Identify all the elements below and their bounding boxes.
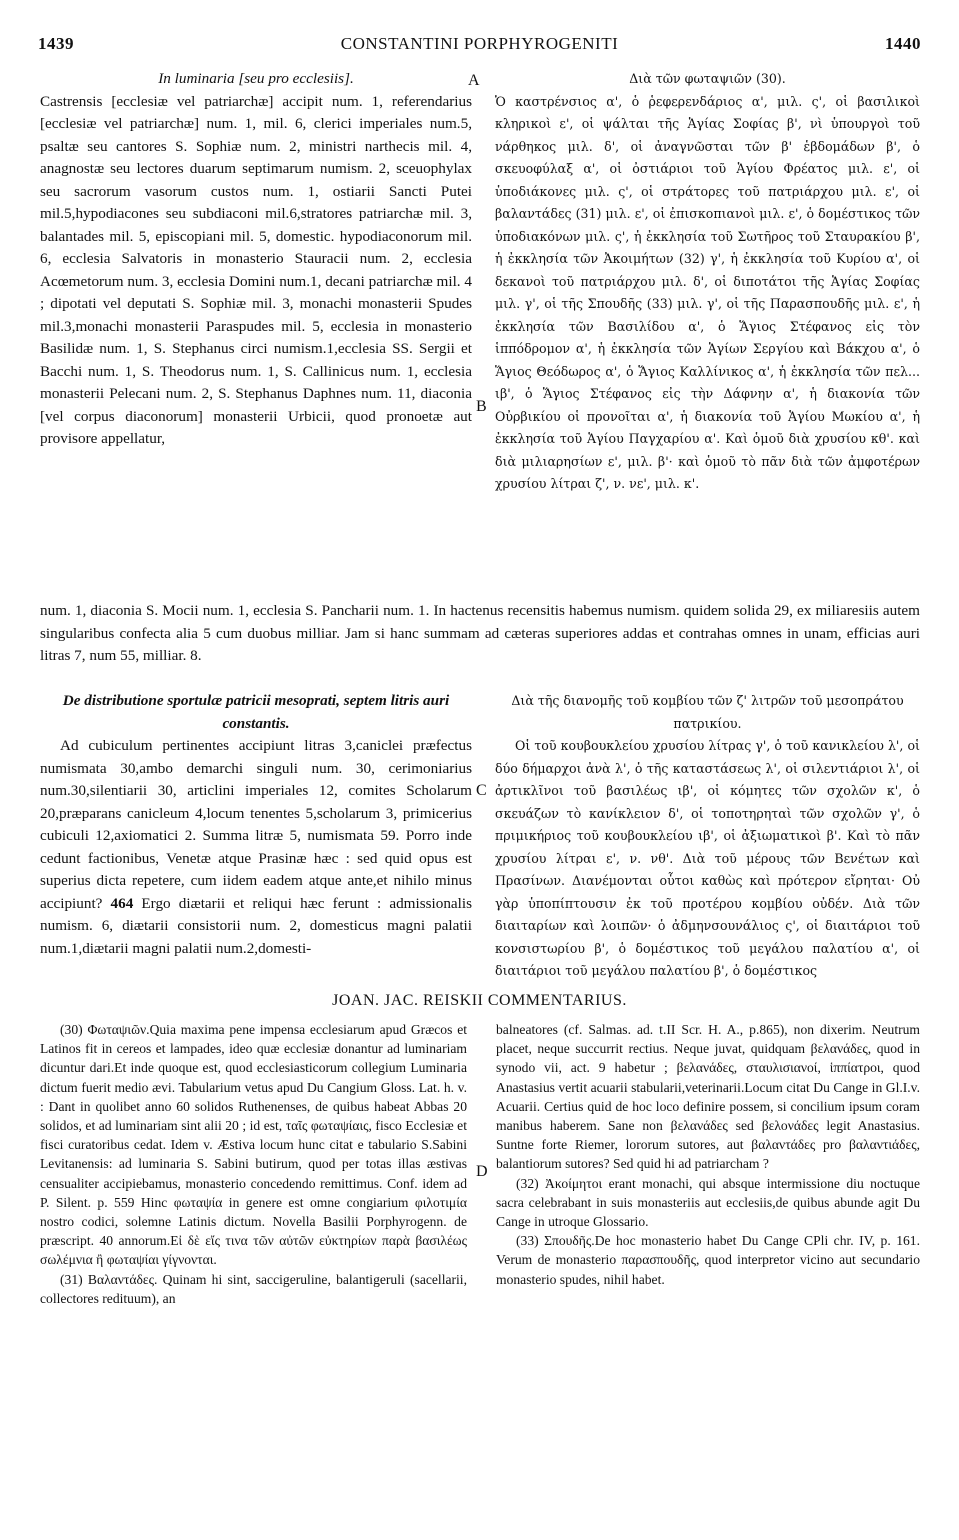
commentary-left-column: [40, 1020, 467, 1308]
margin-letter-c: C: [476, 782, 487, 799]
latin-heading-luminaria: In luminaria [seu pro ecclesiis].: [158, 70, 354, 87]
page-number-left: 1439: [38, 34, 74, 53]
note-33: (33) Σπουδῆς.De hoc monasterio habet Du Cange CPli chr. IV, p. 161. Verum de monasterio παρασπουδῆς, quod interpretor vicino aut secundario monasterio spudes, nihil habet.: [496, 1233, 920, 1287]
note-32: (32) Ἀκοίμητοι erant monachi, qui absque intermissione diu noctuque sacra celebrabant in suis monasteriis aut ecclesiis,de quibus abunde agit Du Cange in utroque Glossario.: [496, 1175, 920, 1230]
page-marker: 464: [110, 894, 134, 912]
margin-letter-a: A: [468, 72, 480, 89]
greek-text-photapsion: Ὁ καστρένσιος α', ὁ ῥεφερενδάριος α', μιλ. ς', οἱ βασιλικοὶ κληρικοὶ ε', οἱ ψάλται τῆς Ἁγίας Σοφίας β', νὶ ὑπουργοὶ τοῦ νάρθηκος μιλ. δ', οἱ ἀναγνῶσται τῶν β' ἑβδομάδων β', ὁ σκευοφύλαξ α', οἱ ὀστιάριοι τοῦ Ἁγίου Φρέατος μιλ. ε', οἱ ὑποδιάκονες μιλ. ς', οἱ στράτορες τοῦ πατριάρχου μιλ. ε', οἱ βαλαντάδες (31) μιλ. ε', οἱ ἐπισκοπιανοὶ μιλ. ε', ὁ δομέστικος τῶν ὑποδιακόνων μιλ. ς', ἡ ἐκκλησία τοῦ Σωτῆρος τοῦ Σταυρακίου β', ἡ ἐκκλησία τῶν Ἀκοιμήτων (32) γ', ἡ ἐκκλησία τοῦ Κυρίου α', οἱ δεκανοὶ τοῦ πατριάρχου μιλ. δ', οἱ διποτάτοι τῆς Ἁγίας Σοφίας μιλ. γ', οἱ τῆς Σπουδῆς (33) μιλ. γ', οἱ τῆς Παρασπουδῆς μιλ. ε', ἡ ἐκκλησία τῶν Βασιλίδου α', ὁ Ἅγιος Στέφανος εἰς τὸν ἱππόδρομον α', ἡ ἐκκλησία τῶν Ἁγίων Σεργίου καὶ Βάκχου α', ὁ Ἅγιος Θεόδωρος α', ὁ Ἅγιος Καλλίνικος α', ἡ ἐκκλησία τῶν πελ... ιβ', ὁ Ἅγιος Στέφανος εἰς τὴν Δάφνην α', ἡ διακονία τῶν Οὐρβικίου οἱ προνοῖται α', ἡ διακονία τοῦ Ἁγίου Μωκίου α', ἡ ἐκκλησία τοῦ Ἁγίου Παγχαρίου α'. Καὶ ὁμοῦ διὰ χρυσίου κθ'. καὶ διὰ μιλιαρησίων ε', μιλ. β'· καὶ ὁμοῦ τὸ πᾶν διὰ τῶν ἀμφοτέρων χρυσίου λίτραι ζ', ν. νε', μιλ. κ'.: [495, 93, 920, 491]
page-number-right: 1440: [885, 34, 921, 53]
greek-heading-photapsion: Διὰ τῶν φωταψιῶν (30).: [629, 71, 786, 86]
greek-column-section-2: [495, 690, 920, 983]
latin-text-distributione-part2: Ergo diætarii et reliqui hæc ferunt : admissionalis numism. 6, diætarii consistorii num. 2, domesticus magni palatii num.1,diætarii magni palatii num.2,domesti-: [40, 894, 473, 957]
latin-column-section-1: [40, 68, 472, 451]
note-31: (31) Βαλαντάδες. Quinam hi sint, saccigeruline, balantigeruli (sacellarii, collectores redituum), an: [40, 1271, 467, 1306]
full-width-summary: [40, 600, 920, 668]
running-title: CONSTANTINI PORPHYROGENITI: [340, 34, 619, 53]
note-30: (30) Φωταψιῶν.Quia maxima pene impensa ecclesiarum apud Græcos et Latinos fit in cereos et lampades, ideo quæ ecclesiæ donantur ad luminariam dicuntur dari.Et inde quoque est, quod ecclesiasticorum collegium Luminaria dictum fuerit medio ævi. Tabularium vetus apud Du Cangium Gloss. Lat. h. v. : Dant in quolibet anno 60 solidos Ruthenenses, de quibus habeat Abbas 20 solidos, et ad luminariam sint alii 20 ; id est, ταῖς φωταψίαις, fisco Ecclesiæ et fisci curatoribus cedat. Idem v. Æstiva locum hunc citat e tabulario S.Sabini Levitanensis: ad luminaria S. Sabini butirum, quod per totas illas æstivas censualiter accipiebamus, monasterio concedendo remittimus. Conf. idem ad P. Silent. p. 559 Hinc φωταψία in genere est omne congiarium φιλοτιμία nostro codici, solemne Latinis dictum. Novella Basilii Porphyrogenn. de præscript. 40 annorum.Εἰ δὲ εἴς τινα τῶν αὐτῶν εὐκτηρίων παρὰ βασιλέως σωλέμνια ἢ φωταψίαι γίγνονται.: [40, 1022, 467, 1268]
latin-text-distributione: [40, 735, 472, 960]
greek-heading-dianomes: Διὰ τῆς διανομῆς τοῦ κομβίου τῶν ζ' λιτρῶν τοῦ μεσοπράτου πατρικίου.: [511, 693, 904, 731]
summary-text: num. 1, diaconia S. Mocii num. 1, ecclesia S. Pancharii num. 1. In hactenus recensitis habemus numism. quidem solida 29, ex miliaresiis autem singularibus confecta alia 5 cum duobus milliar. Jam si hanc summam ad cæteras superiores addas et contrahas omnes in unam, efficias auri litras 7, num 55, milliar. 8.: [40, 602, 920, 664]
latin-heading-distributione: De distributione sportulæ patricii mesoprati, septem litris auri constantis.: [62, 692, 450, 732]
commentary-right-column: [496, 1020, 920, 1289]
greek-text-dianomes: Οἱ τοῦ κουβουκλείου χρυσίου λίτρας γ', ὁ τοῦ κανικλείου λ', οἱ δύο δήμαρχοι ἀνὰ λ', ὁ τῆς καταστάσεως λ', οἱ σιλεντιάριοι λ', οἱ ἀρτικλῖνοι τοῦ βασιλέως ιβ', οἱ κόμητες τῶν σχολῶν κ', ὁ σκευάζων τὸ κανίκλειον δ', οἱ τοποτηρηταὶ τῶν σχολῶν γ', ὁ πριμικήριος τοῦ κουβουκλείου ιβ', οἱ ἀξιωματικοὶ β'. Καὶ τὸ πᾶν χρυσίου λίτραι ε', ν. νθ'. Διὰ τοῦ μέρους τῶν Βενέτων καὶ Πρασίνων. Διανέμονται οὗτοι καθὼς καὶ πρότερον εἴρηται· Οὐ γὰρ ὑποπίπτουσιν ἐκ τοῦ προτέρου κομβίου οὐδέν. Διὰ τῶν διαιταρίων καὶ λοιπῶν· ὁ ἀδμηνσουνάλιος ς', οἱ διαιτάριοι τοῦ κονσιστωρίου β', ὁ δομέστικος τοῦ μεγάλου παλατίου α', οἱ διαιτάριοι τοῦ μεγάλου παλατίου β', ὁ δομέστικος: [495, 738, 920, 978]
latin-text-luminaria: Castrensis [ecclesiæ vel patriarchæ] accipit num. 1, referendarius [ecclesiæ vel patriarchæ] num. 1, mil. 6, clerici imperiales num.5, psaltæ seu cantores S. Sophiæ num. 2, ministri narthecis mil. 4, anagnostæ seu lectores duarum septimarum numism. 2, sceuophylax seu sacrorum vasorum custos num. 1, ostiarii Sancti Putei mil.5,hypodiacones seu subdiaconi mil.6,stratores patriarchæ mil. 3, balantades mil. 5, episcopiani mil. 5, domestic. hypodiaconorum mil. 6, ecclesia Salvatoris in monasterio Stauracii num. 2, ecclesia Acœmetorum num. 3, ecclesia Domini num.1, decani patriarchæ mil. 4 ; dipotati vel deputati S. Sophiæ mil. 3, monachi monasterii Spudes mil.3,monachi monasterii Paraspudes mil. 5, ecclesia in monasterio Basilidæ num. 1, S. Stephanus circi numism.1,ecclesia SS. Sergii et Bacchi num. 1, S. Theodorus num. 1, S. Callinicus num. 1, ecclesia monasterii Pelecani num. 2, S. Stephanus Daphnes num. 11, diaconia [vel corpus diaconorum] monasterii Urbicii, quod pronoetæ aut provisore appellatur,: [40, 92, 472, 447]
latin-column-section-2: [40, 690, 472, 960]
commentary-title: JOAN. JAC. REISKII COMMENTARIUS.: [332, 992, 627, 1009]
greek-column-section-1: [495, 68, 920, 496]
note-31-continued: balneatores (cf. Salmas. ad. t.II Scr. H. A., p.865), non dixerim. Neutrum placet, neque succurrit rectius. Neque juvat, quidquam βελανάδες, quod in synodo vii, act. 9 habetur ; βελανάδες, σταυλισιανοί, ἱππίατροι, quod Anastasius vertit acuarii stabularii,veterinarii.Locum citat Du Cange in Gl.I.v. Acuarii. Certius quid de hoc loco definire possem, si concilium ipsum coram manibus haberem. Sane non βελανάδες sed βελονάδες legit Anastasius. Suntne forte Riemer, lororum sutores, aut βαλαντάδες pro βαλαντιάδες, balantiorum sutores? Sed quid hi ad patriarcham ?: [496, 1022, 920, 1172]
latin-text-distributione-part1: Ad cubiculum pertinentes accipiunt litras 3,caniclei præfectus numismata 30,ambo demarchi singuli num. 30, cerimoniarius num.30,silentiarii 30, articlini imperiales 12, comites Scholarum 20,præparans canicleum 4,locum tenentes 5,scholarum 3, primicerius cubiculi 12,axiomatici 2. Summa litræ 5, numismata 59. Porro inde cedunt factionibus, Venetæ atque Prasinæ hæc : sed quid opus est superius dicta repetere, cum iidem eadem atque ante,et nihilo minus accipiunt?: [40, 737, 472, 912]
margin-letter-d: D: [476, 1163, 488, 1180]
margin-letter-b: B: [476, 398, 487, 415]
